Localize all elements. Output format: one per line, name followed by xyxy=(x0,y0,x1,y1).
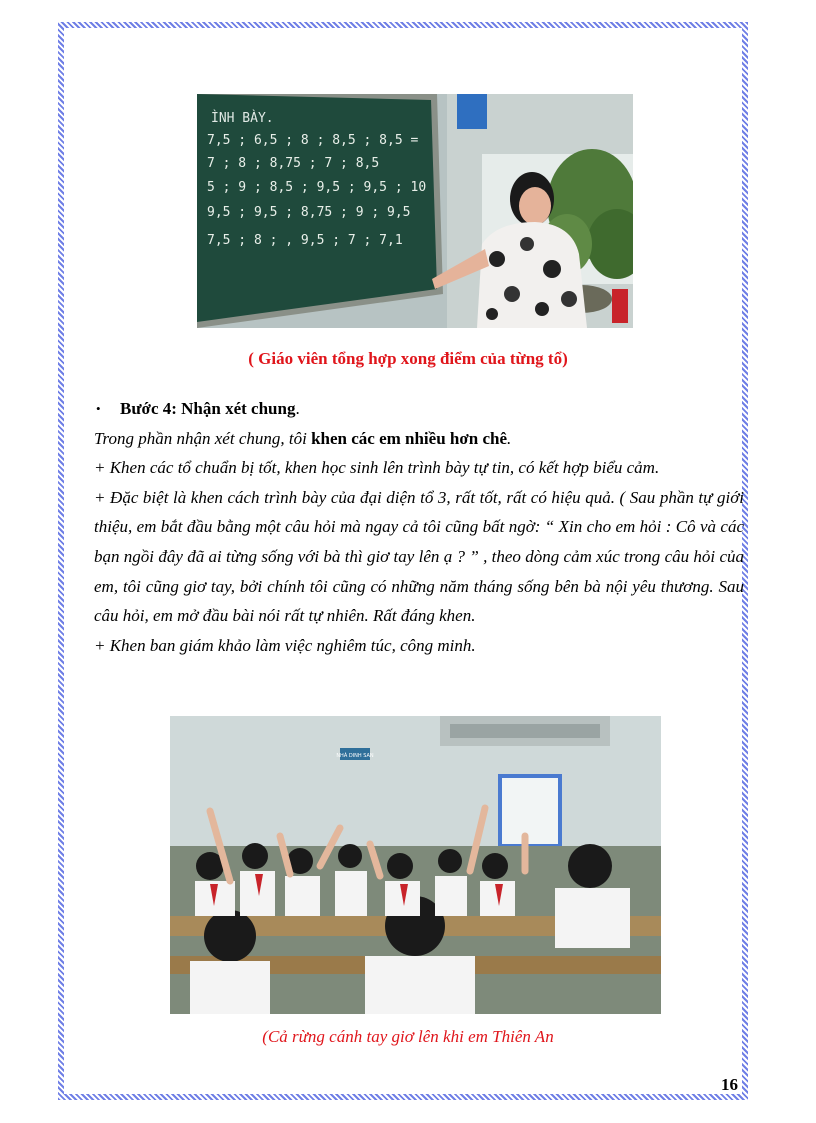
board-row: 7 ; 8 ; 8,75 ; 7 ; 8,5 xyxy=(207,156,380,171)
intro-paragraph xyxy=(94,424,744,454)
bottom-photo-caption: (Cả rừng cánh tay giơ lên khi em Thiên An xyxy=(262,1027,554,1046)
paragraph-praise-judges: + Khen ban giám khảo làm việc nghiêm túc, công minh. xyxy=(94,635,476,655)
paragraph-praise-groups: + Khen các tổ chuẩn bị tốt, khen học sinh lên trình bày tự tin, có kết hợp biểu cảm. xyxy=(94,458,660,478)
section-heading-end: . xyxy=(295,399,300,418)
top-photo-caption: ( Giáo viên tổng hợp xong điểm của từng tổ) xyxy=(248,349,568,368)
board-row: 5 ; 9 ; 8,5 ; 9,5 ; 9,5 ; 10 xyxy=(207,180,427,195)
intro-text: Trong phần nhận xét chung, tôi xyxy=(94,428,312,448)
paragraph-praise-group-3: + Đặc biệt là khen cách trình bày của đại diện tổ 3, rất tốt, rất có hiệu quả. ( Sau phần tự giới thiệu, em bắt đầu bằng một câu hỏi mà ngay cả tôi cũng bất ngờ: “ Xin cho em hỏi : Cô và các bạn ngồi đây đã ai từng sống với bà thì giơ tay lên ạ ? ” , theo dòng cảm xúc trong câu hỏi của em, tôi cũng giơ tay, bởi chính tôi cũng có những năm tháng sống bên bà nội yêu thương. Sau câu hỏi, em mở đầu bài nói rất tự nhiên. Rất đáng khen. xyxy=(94,487,744,626)
intro-bold-text: khen các em nhiều hơn chê xyxy=(311,428,508,448)
classroom-hands-photo xyxy=(170,716,661,1014)
board-row: 7,5 ; 8 ; , 9,5 ; 7 ; 7,1 xyxy=(207,233,403,248)
section-heading-text: Bước 4: Nhận xét chung xyxy=(120,399,296,418)
section-heading xyxy=(94,394,744,424)
body-text xyxy=(94,394,744,660)
classroom-sign: NHÀ DINH SAN xyxy=(336,753,374,759)
bullet-icon: • xyxy=(96,401,101,416)
page-number: 16 xyxy=(721,1075,738,1094)
board-row: 7,5 ; 6,5 ; 8 ; 8,5 ; 8,5 = xyxy=(207,133,419,148)
board-row: 9,5 ; 9,5 ; 8,75 ; 9 ; 9,5 xyxy=(207,205,411,220)
teacher-blackboard-photo xyxy=(197,94,633,328)
board-heading: ÌNH BÀY. xyxy=(211,111,274,126)
intro-end: . xyxy=(507,428,512,448)
